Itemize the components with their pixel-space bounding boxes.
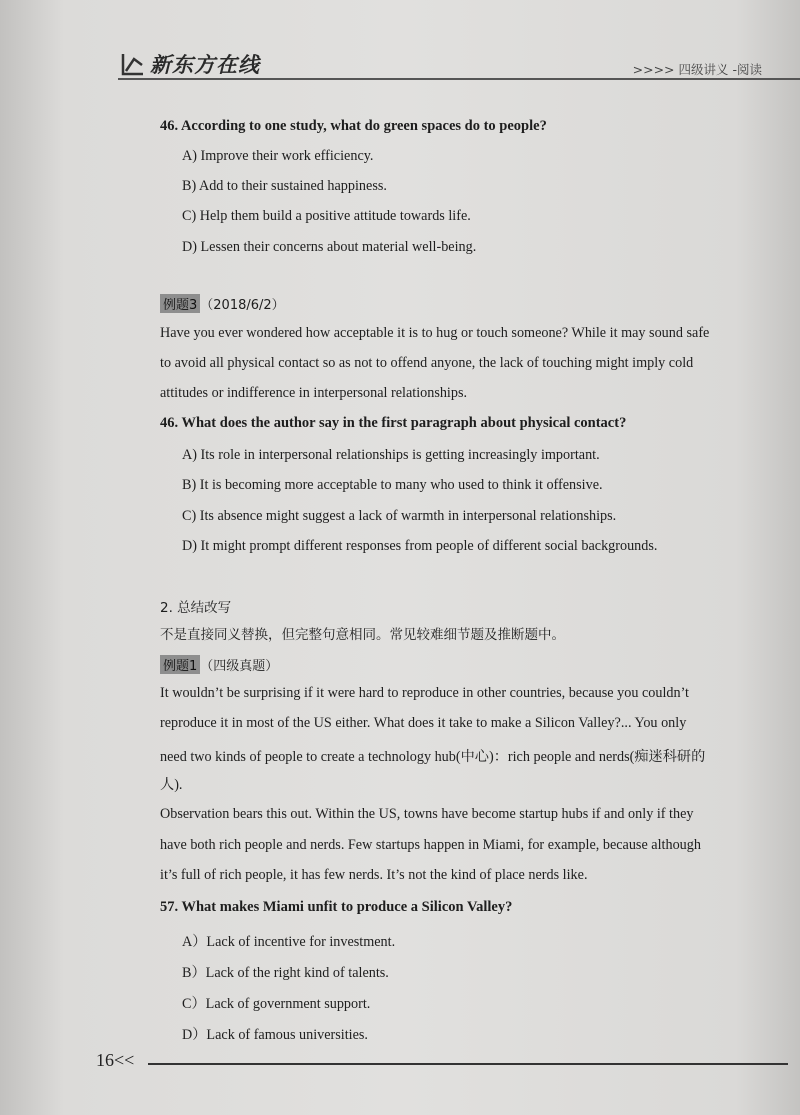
example-3-label bbox=[160, 294, 285, 314]
option-c: C) Help them build a positive attitude towards life. bbox=[182, 208, 471, 224]
option-d: D）Lack of famous universities. bbox=[182, 1027, 368, 1043]
section-header: >>>> 四级讲义 -阅读 bbox=[632, 62, 762, 77]
passage-line: it’s full of rich people, it has few nerds. It’s not the kind of place nerds like. bbox=[160, 867, 588, 883]
example-tag: 例题1 bbox=[160, 655, 200, 674]
header-divider bbox=[118, 78, 800, 80]
option-d: D) It might prompt different responses from people of different social backgrounds. bbox=[182, 538, 658, 554]
option-a: A) Improve their work efficiency. bbox=[182, 148, 374, 164]
publisher-logo bbox=[120, 50, 260, 78]
option-b: B) It is becoming more acceptable to many who used to think it offensive. bbox=[182, 477, 603, 493]
example-tag: 例题3 bbox=[160, 294, 200, 313]
option-a: A) Its role in interpersonal relationships is getting increasingly important. bbox=[182, 447, 600, 463]
passage-line: It wouldn’t be surprising if it were hard to reproduce in other countries, because you couldn’t bbox=[160, 685, 689, 701]
question-46-physical-contact: 46. What does the author say in the first paragraph about physical contact? bbox=[160, 415, 627, 431]
passage-line: need two kinds of people to create a technology hub(中心)：rich people and nerds(痴迷科研的 bbox=[160, 749, 706, 765]
option-c: C）Lack of government support. bbox=[182, 996, 371, 1012]
example-1-label bbox=[160, 655, 278, 675]
example-source: （2018/6/2） bbox=[200, 298, 285, 313]
footer-divider bbox=[148, 1063, 788, 1065]
passage-line: Have you ever wondered how acceptable it is to hug or touch someone? While it may sound safe bbox=[160, 325, 710, 341]
option-b: B) Add to their sustained happiness. bbox=[182, 178, 387, 194]
section-heading: 2. 总结改写 bbox=[160, 600, 232, 616]
passage-line: reproduce it in most of the US either. What does it take to make a Silicon Valley?... You only bbox=[160, 715, 687, 731]
passage-line: Observation bears this out. Within the US, towns have become startup hubs if and only if they bbox=[160, 806, 694, 822]
page-number: 16<< bbox=[96, 1050, 135, 1070]
logo-mark-icon bbox=[120, 51, 146, 77]
option-c: C) Its absence might suggest a lack of warmth in interpersonal relationships. bbox=[182, 508, 617, 524]
passage-line: 人). bbox=[160, 777, 183, 793]
option-d: D) Lessen their concerns about material well-being. bbox=[182, 239, 477, 255]
passage-line: have both rich people and nerds. Few startups happen in Miami, for example, because although bbox=[160, 837, 701, 853]
question-57-miami: 57. What makes Miami unfit to produce a Silicon Valley? bbox=[160, 899, 513, 915]
logo-text: 新东方在线 bbox=[150, 53, 260, 77]
option-b: B）Lack of the right kind of talents. bbox=[182, 965, 389, 981]
section-description: 不是直接同义替换，但完整句意相同。常见较难细节题及推断题中。 bbox=[160, 627, 565, 643]
passage-line: to avoid all physical contact so as not to offend anyone, the lack of touching might imply cold bbox=[160, 355, 694, 371]
option-a: A）Lack of incentive for investment. bbox=[182, 934, 396, 950]
question-46-green-spaces: 46. According to one study, what do green spaces do to people? bbox=[160, 118, 547, 134]
example-source: （四级真题） bbox=[200, 659, 279, 674]
passage-line: attitudes or indifference in interpersonal relationships. bbox=[160, 385, 468, 401]
